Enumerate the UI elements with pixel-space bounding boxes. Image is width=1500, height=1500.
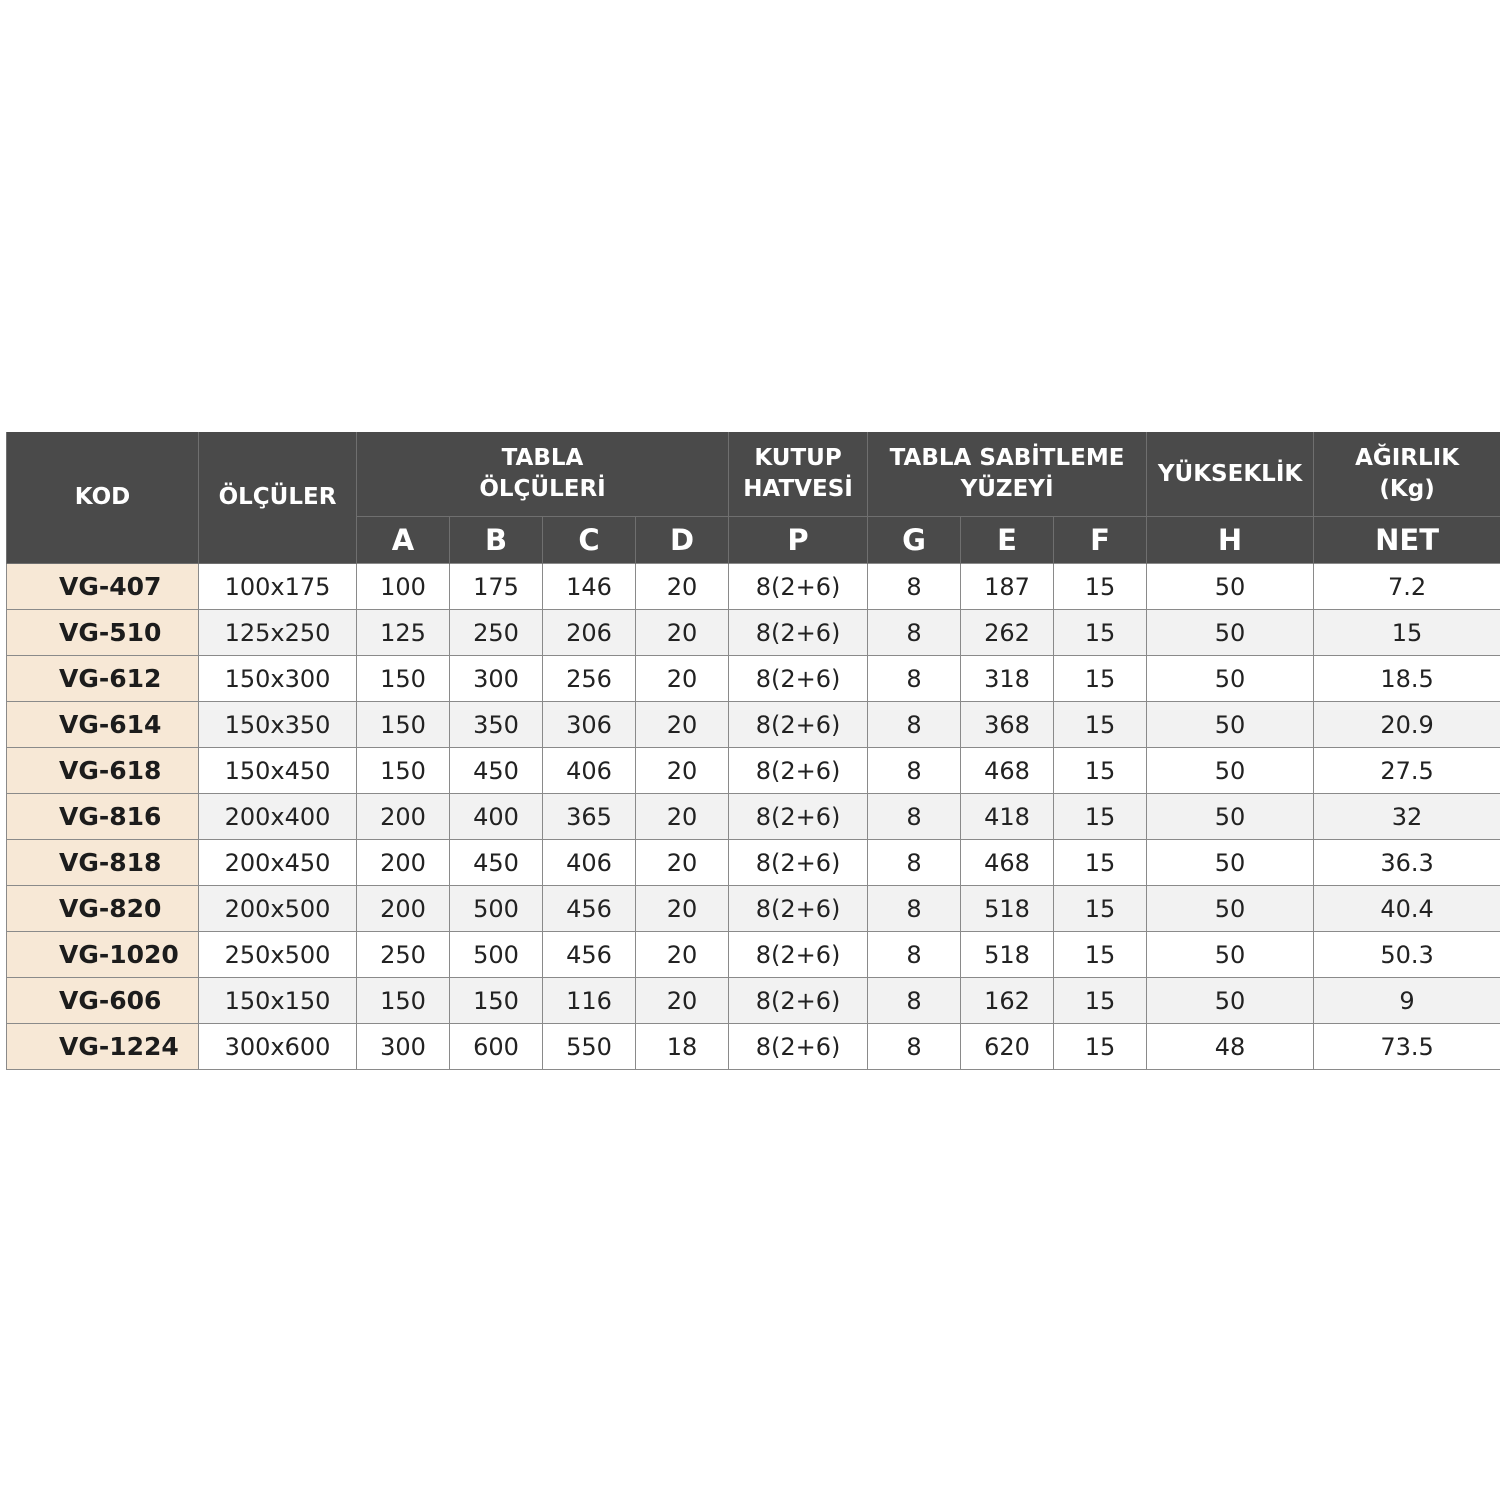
cell-c: 146 xyxy=(543,564,636,610)
cell-p: 8(2+6) xyxy=(729,794,868,840)
header-sub-f: F xyxy=(1054,517,1147,564)
table-row xyxy=(7,840,1500,886)
header-row-main xyxy=(7,432,1500,517)
cell-a: 200 xyxy=(357,886,450,932)
cell-f: 15 xyxy=(1054,932,1147,978)
cell-olculer: 300x600 xyxy=(199,1024,357,1070)
cell-h: 50 xyxy=(1147,656,1314,702)
header-sub-e: E xyxy=(961,517,1054,564)
header-sub-h: H xyxy=(1147,517,1314,564)
cell-c: 306 xyxy=(543,702,636,748)
cell-h: 50 xyxy=(1147,932,1314,978)
cell-e: 418 xyxy=(961,794,1054,840)
cell-d: 18 xyxy=(636,1024,729,1070)
cell-p: 8(2+6) xyxy=(729,656,868,702)
cell-olculer: 150x150 xyxy=(199,978,357,1024)
cell-kod: VG-606 xyxy=(7,978,199,1024)
cell-h: 50 xyxy=(1147,748,1314,794)
cell-kod: VG-818 xyxy=(7,840,199,886)
cell-olculer: 200x450 xyxy=(199,840,357,886)
table-row xyxy=(7,932,1500,978)
cell-b: 500 xyxy=(450,932,543,978)
cell-h: 50 xyxy=(1147,978,1314,1024)
cell-olculer: 125x250 xyxy=(199,610,357,656)
cell-net: 32 xyxy=(1314,794,1500,840)
cell-e: 518 xyxy=(961,886,1054,932)
cell-e: 162 xyxy=(961,978,1054,1024)
cell-c: 456 xyxy=(543,932,636,978)
cell-kod: VG-1224 xyxy=(7,1024,199,1070)
cell-h: 48 xyxy=(1147,1024,1314,1070)
cell-b: 350 xyxy=(450,702,543,748)
cell-d: 20 xyxy=(636,610,729,656)
cell-kod: VG-816 xyxy=(7,794,199,840)
cell-c: 206 xyxy=(543,610,636,656)
cell-c: 550 xyxy=(543,1024,636,1070)
cell-a: 150 xyxy=(357,656,450,702)
cell-kod: VG-510 xyxy=(7,610,199,656)
header-tabla-sabitleme-line2: YÜZEYİ xyxy=(960,476,1054,502)
cell-h: 50 xyxy=(1147,564,1314,610)
cell-a: 200 xyxy=(357,840,450,886)
header-tabla-olculeri-line2: ÖLÇÜLERİ xyxy=(479,476,606,502)
cell-c: 406 xyxy=(543,748,636,794)
cell-p: 8(2+6) xyxy=(729,886,868,932)
cell-olculer: 250x500 xyxy=(199,932,357,978)
header-tabla-sabitleme-line1: TABLA SABİTLEME xyxy=(889,445,1125,471)
cell-p: 8(2+6) xyxy=(729,932,868,978)
cell-h: 50 xyxy=(1147,794,1314,840)
cell-a: 100 xyxy=(357,564,450,610)
cell-d: 20 xyxy=(636,656,729,702)
cell-a: 125 xyxy=(357,610,450,656)
cell-b: 450 xyxy=(450,748,543,794)
cell-f: 15 xyxy=(1054,978,1147,1024)
cell-net: 73.5 xyxy=(1314,1024,1500,1070)
cell-e: 518 xyxy=(961,932,1054,978)
cell-c: 256 xyxy=(543,656,636,702)
cell-olculer: 150x350 xyxy=(199,702,357,748)
table-row xyxy=(7,610,1500,656)
cell-b: 300 xyxy=(450,656,543,702)
cell-c: 456 xyxy=(543,886,636,932)
cell-net: 40.4 xyxy=(1314,886,1500,932)
header-kutup-hatvesi xyxy=(729,432,868,517)
cell-e: 468 xyxy=(961,748,1054,794)
header-kutup-hatvesi-line1: KUTUP xyxy=(754,445,842,471)
cell-d: 20 xyxy=(636,748,729,794)
cell-kod: VG-618 xyxy=(7,748,199,794)
cell-p: 8(2+6) xyxy=(729,564,868,610)
cell-e: 262 xyxy=(961,610,1054,656)
header-sub-c: C xyxy=(543,517,636,564)
cell-olculer: 150x300 xyxy=(199,656,357,702)
cell-d: 20 xyxy=(636,840,729,886)
cell-kod: VG-612 xyxy=(7,656,199,702)
cell-f: 15 xyxy=(1054,794,1147,840)
header-tabla-olculeri-line1: TABLA xyxy=(501,445,584,471)
cell-e: 318 xyxy=(961,656,1054,702)
cell-e: 468 xyxy=(961,840,1054,886)
header-sub-net: NET xyxy=(1314,517,1500,564)
cell-olculer: 100x175 xyxy=(199,564,357,610)
cell-f: 15 xyxy=(1054,748,1147,794)
header-kutup-hatvesi-line2: HATVESİ xyxy=(743,476,853,502)
cell-net: 15 xyxy=(1314,610,1500,656)
cell-p: 8(2+6) xyxy=(729,1024,868,1070)
header-sub-a: A xyxy=(357,517,450,564)
table-row xyxy=(7,656,1500,702)
cell-h: 50 xyxy=(1147,886,1314,932)
cell-p: 8(2+6) xyxy=(729,748,868,794)
table-row xyxy=(7,794,1500,840)
cell-p: 8(2+6) xyxy=(729,840,868,886)
cell-f: 15 xyxy=(1054,564,1147,610)
cell-d: 20 xyxy=(636,564,729,610)
cell-olculer: 150x450 xyxy=(199,748,357,794)
cell-d: 20 xyxy=(636,794,729,840)
cell-f: 15 xyxy=(1054,1024,1147,1070)
cell-g: 8 xyxy=(868,840,961,886)
table-header xyxy=(7,432,1500,564)
cell-a: 300 xyxy=(357,1024,450,1070)
cell-kod: VG-1020 xyxy=(7,932,199,978)
cell-olculer: 200x400 xyxy=(199,794,357,840)
cell-e: 368 xyxy=(961,702,1054,748)
cell-f: 15 xyxy=(1054,886,1147,932)
cell-c: 365 xyxy=(543,794,636,840)
cell-g: 8 xyxy=(868,978,961,1024)
cell-g: 8 xyxy=(868,932,961,978)
cell-g: 8 xyxy=(868,794,961,840)
cell-net: 18.5 xyxy=(1314,656,1500,702)
header-olculer: ÖLÇÜLER xyxy=(199,432,357,564)
cell-d: 20 xyxy=(636,978,729,1024)
cell-net: 20.9 xyxy=(1314,702,1500,748)
cell-p: 8(2+6) xyxy=(729,978,868,1024)
cell-p: 8(2+6) xyxy=(729,610,868,656)
cell-b: 175 xyxy=(450,564,543,610)
cell-b: 600 xyxy=(450,1024,543,1070)
cell-g: 8 xyxy=(868,610,961,656)
cell-kod: VG-614 xyxy=(7,702,199,748)
cell-h: 50 xyxy=(1147,610,1314,656)
table-row xyxy=(7,702,1500,748)
table-row xyxy=(7,978,1500,1024)
header-yukseklik: YÜKSEKLİK xyxy=(1147,432,1314,517)
cell-c: 406 xyxy=(543,840,636,886)
cell-a: 250 xyxy=(357,932,450,978)
cell-h: 50 xyxy=(1147,840,1314,886)
cell-net: 9 xyxy=(1314,978,1500,1024)
cell-net: 27.5 xyxy=(1314,748,1500,794)
cell-g: 8 xyxy=(868,702,961,748)
table-row xyxy=(7,748,1500,794)
header-sub-b: B xyxy=(450,517,543,564)
cell-g: 8 xyxy=(868,1024,961,1070)
cell-b: 150 xyxy=(450,978,543,1024)
cell-f: 15 xyxy=(1054,610,1147,656)
cell-g: 8 xyxy=(868,656,961,702)
cell-d: 20 xyxy=(636,932,729,978)
header-tabla-olculeri xyxy=(357,432,729,517)
cell-a: 150 xyxy=(357,978,450,1024)
cell-net: 50.3 xyxy=(1314,932,1500,978)
header-sub-g: G xyxy=(868,517,961,564)
cell-a: 200 xyxy=(357,794,450,840)
cell-f: 15 xyxy=(1054,656,1147,702)
cell-c: 116 xyxy=(543,978,636,1024)
cell-g: 8 xyxy=(868,886,961,932)
cell-h: 50 xyxy=(1147,702,1314,748)
header-agirlik-line2: (Kg) xyxy=(1379,476,1435,502)
cell-net: 36.3 xyxy=(1314,840,1500,886)
table-row xyxy=(7,886,1500,932)
table-row xyxy=(7,564,1500,610)
cell-f: 15 xyxy=(1054,840,1147,886)
cell-f: 15 xyxy=(1054,702,1147,748)
cell-b: 450 xyxy=(450,840,543,886)
cell-a: 150 xyxy=(357,702,450,748)
cell-b: 500 xyxy=(450,886,543,932)
header-kod: KOD xyxy=(7,432,199,564)
cell-a: 150 xyxy=(357,748,450,794)
cell-net: 7.2 xyxy=(1314,564,1500,610)
cell-g: 8 xyxy=(868,748,961,794)
header-tabla-sabitleme xyxy=(868,432,1147,517)
header-agirlik-line1: AĞIRLIK xyxy=(1355,445,1460,471)
table-row xyxy=(7,1024,1500,1070)
header-sub-p: P xyxy=(729,517,868,564)
header-sub-d: D xyxy=(636,517,729,564)
cell-b: 250 xyxy=(450,610,543,656)
cell-g: 8 xyxy=(868,564,961,610)
cell-d: 20 xyxy=(636,886,729,932)
cell-kod: VG-407 xyxy=(7,564,199,610)
cell-d: 20 xyxy=(636,702,729,748)
table-body xyxy=(7,564,1500,1070)
cell-e: 187 xyxy=(961,564,1054,610)
cell-e: 620 xyxy=(961,1024,1054,1070)
cell-olculer: 200x500 xyxy=(199,886,357,932)
header-agirlik xyxy=(1314,432,1500,517)
cell-kod: VG-820 xyxy=(7,886,199,932)
cell-b: 400 xyxy=(450,794,543,840)
cell-p: 8(2+6) xyxy=(729,702,868,748)
product-spec-table xyxy=(6,432,1500,1070)
